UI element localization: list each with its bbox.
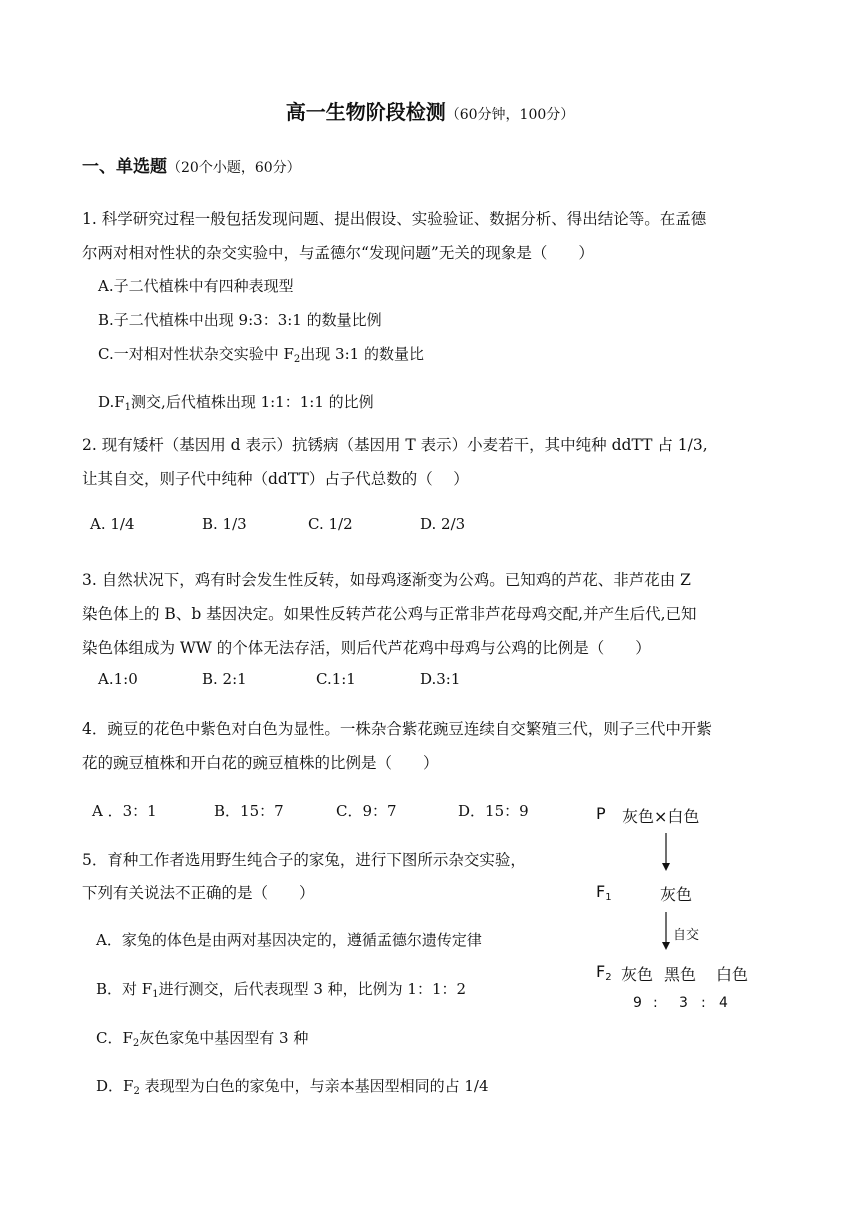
q4-option-d: D．15：9 <box>458 802 529 820</box>
q5-option-b-sub: 1 <box>152 989 159 1000</box>
q2-option-d: D. 2/3 <box>420 515 466 533</box>
q1-stem-line2: 尔两对相对性状的杂交实验中，与孟德尔“发现问题”无关的现象是（ ） <box>82 244 594 262</box>
q5-option-c-post: 灰色家兔中基因型有 3 种 <box>139 1029 309 1047</box>
q5-option-d-sub: 2 <box>133 1086 140 1097</box>
q3-option-b: B. 2:1 <box>202 670 247 688</box>
q1-option-b: B.子二代植株中出现 9:3：3:1 的数量比例 <box>98 311 382 329</box>
q5-option-d <box>96 1075 489 1096</box>
diagram-f2-letter: F <box>596 962 606 981</box>
q3-option-a: A.1:0 <box>98 670 138 688</box>
q1-option-d-post: 测交,后代植株出现 1:1：1:1 的比例 <box>131 393 374 411</box>
q3-stem-line1: 3. 自然状况下，鸡有时会发生性反转，如母鸡逐渐变为公鸡。已知鸡的芦花、非芦花由 Z <box>82 571 691 589</box>
diagram-f2-pheno-gray: 灰色 <box>621 965 654 984</box>
q1-option-d-pre: D.F <box>98 393 125 411</box>
q3-stem-line3: 染色体组成为 WW 的个体无法存活，则后代芦花鸡中母鸡与公鸡的比例是（ ） <box>82 639 651 657</box>
section-note: （20个小题，60分） <box>167 160 301 176</box>
q3-option-d: D.3:1 <box>420 670 461 688</box>
q2-option-b: B. 1/3 <box>202 515 247 533</box>
q5-stem-line2: 下列有关说法不正确的是（ ） <box>82 884 315 902</box>
q2-stem-line1: 2. 现有矮杆（基因用 d 表示）抗锈病（基因用 T 表示）小麦若干，其中纯种 ddTT 占 1/3, <box>82 436 708 454</box>
q5-option-d-post: 表现型为白色的家兔中，与亲本基因型相同的占 1/4 <box>139 1077 489 1095</box>
q5-option-c <box>96 1027 308 1048</box>
q5-option-c-sub: 2 <box>132 1038 140 1049</box>
diagram-f2-sub: 2 <box>605 972 612 983</box>
q5-option-a: A．家兔的体色是由两对基因决定的，遵循孟德尔遗传定律 <box>96 931 482 949</box>
section-heading-text: 一、单选题 <box>82 157 167 177</box>
title-sub: （60分钟，100分） <box>445 107 575 123</box>
q1-option-a: A.子二代植株中有四种表现型 <box>98 277 294 295</box>
q1-option-d <box>98 391 374 412</box>
q2-option-a: A. 1/4 <box>90 515 135 533</box>
diagram-ratio-3: 3 <box>679 995 688 1011</box>
q5-stem-line1: 5．育种工作者选用野生纯合子的家兔，进行下图所示杂交实验， <box>82 851 526 869</box>
title-main: 高一生物阶段检测 <box>285 100 446 124</box>
q5-option-d-pre: D．F <box>96 1077 134 1095</box>
q1-option-c-post: 出现 3:1 的数量比 <box>300 345 424 363</box>
diagram-p-cross: 灰色×白色 <box>622 807 700 826</box>
q1-option-c-pre: C.一对相对性状杂交实验中 F <box>98 345 294 363</box>
diagram-ratio-9: 9 <box>633 995 642 1011</box>
down-arrow-icon <box>659 912 673 952</box>
q4-stem-line2: 花的豌豆植株和开白花的豌豆植株的比例是（ ） <box>82 754 439 772</box>
q4-option-a: A ．3：1 <box>92 802 157 820</box>
page-title <box>0 96 860 125</box>
diagram-f2-pheno-white: 白色 <box>716 965 749 984</box>
q5-option-c-pre: C．F <box>96 1029 133 1047</box>
diagram-ratio-4: 4 <box>719 995 728 1011</box>
down-arrow-icon <box>659 833 673 873</box>
q4-option-b: B．15：7 <box>214 802 284 820</box>
q1-option-d-sub: 1 <box>124 402 132 413</box>
diagram-ratio-colon-2: : <box>701 995 706 1011</box>
q1-option-c <box>98 343 424 364</box>
section-heading <box>82 152 301 177</box>
q4-stem-line1: 4．豌豆的花色中紫色对白色为显性。一株杂合紫花豌豆连续自交繁殖三代，则子三代中开紫 <box>82 720 712 738</box>
q2-option-c: C. 1/2 <box>308 515 353 533</box>
diagram-ratio-colon-1: : <box>653 995 658 1011</box>
diagram-selfing-label: 自交 <box>673 928 700 943</box>
q4-option-c: C．9：7 <box>336 802 397 820</box>
diagram-p-label: P <box>596 804 606 823</box>
q3-option-c: C.1:1 <box>316 670 356 688</box>
q3-stem-line2: 染色体上的 B、b 基因决定。如果性反转芦花公鸡与正常非芦花母鸡交配,并产生后代,已知 <box>82 605 697 623</box>
diagram-f2-pheno-black: 黑色 <box>664 965 697 984</box>
diagram-f1-label <box>596 882 612 901</box>
q2-stem-line2: 让其自交，则子代中纯种（ddTT）占子代总数的（ ） <box>82 470 469 488</box>
q5-option-b-post: 进行测交，后代表现型 3 种，比例为 1：1：2 <box>158 980 467 998</box>
q1-stem-line1: 1. 科学研究过程一般包括发现问题、提出假设、实验验证、数据分析、得出结论等。在孟德 <box>82 210 707 228</box>
q5-option-b-pre: B．对 F <box>96 980 153 998</box>
diagram-f2-label <box>596 962 612 981</box>
q5-option-b <box>96 978 466 999</box>
diagram-f1-letter: F <box>596 882 606 901</box>
q1-option-c-sub: 2 <box>293 354 301 365</box>
diagram-f1-pheno: 灰色 <box>660 885 693 904</box>
diagram-f1-sub: 1 <box>605 892 612 903</box>
